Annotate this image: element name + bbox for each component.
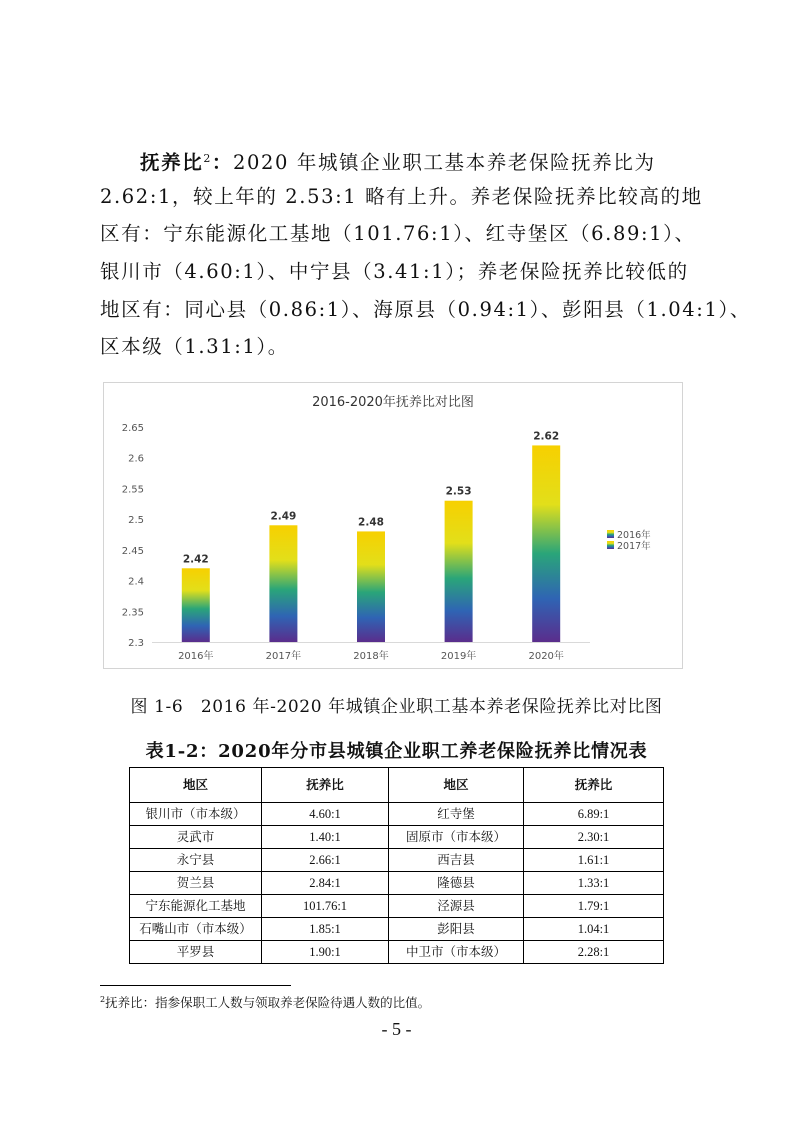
table-header-row: [130, 768, 664, 803]
cell-region: 石嘴山市（市本级）: [130, 918, 262, 941]
y-tick-label: 2.45: [121, 545, 144, 557]
term-colon: ：: [211, 151, 234, 174]
footnote-text: 抚养比：指参保职工人数与领取养老保险待遇人数的比值。: [105, 995, 431, 1010]
cell-ratio: 2.66:1: [262, 849, 389, 872]
data-label: 2.48: [358, 516, 384, 529]
cell-region: 红寺堡: [389, 803, 524, 826]
legend: [607, 529, 651, 552]
y-tick-label: 2.4: [128, 576, 144, 588]
cell-region: 贺兰县: [130, 872, 262, 895]
paragraph-line: 区本级（1.31:1）。: [100, 335, 289, 359]
term-label: 抚养比: [140, 151, 204, 174]
header-region: 地区: [389, 768, 524, 803]
cell-ratio: 2.30:1: [524, 826, 664, 849]
ratio-table: [129, 767, 664, 964]
cell-region: 中卫市（市本级）: [389, 941, 524, 964]
x-tick-label: 2017年: [265, 651, 302, 662]
y-tick-label: 2.35: [121, 607, 144, 619]
bar: [445, 501, 473, 642]
cell-ratio: 2.28:1: [524, 941, 664, 964]
page-number: - 5 -: [381, 1019, 412, 1039]
cell-region: 固原市（市本级）: [389, 826, 524, 849]
bar: [357, 531, 385, 642]
table-row: [130, 895, 664, 918]
y-tick-label: 2.5: [128, 515, 144, 527]
table-row: [130, 872, 664, 895]
table-row: [130, 941, 664, 964]
cell-ratio: 1.90:1: [262, 941, 389, 964]
cell-region: 隆德县: [389, 872, 524, 895]
body-paragraph: [100, 140, 751, 366]
header-region: 地区: [130, 768, 262, 803]
bar: [532, 445, 560, 642]
bars: [182, 430, 560, 642]
y-tick-label: 2.55: [121, 484, 144, 496]
cell-region: 彭阳县: [389, 918, 524, 941]
x-tick-label: 2020年: [528, 651, 564, 662]
x-tick-label: 2019年: [440, 651, 477, 662]
cell-ratio: 6.89:1: [524, 803, 664, 826]
paragraph-line: 地区有：同心县（0.86:1）、海原县（0.94:1）、彭阳县（1.04:1）、: [100, 297, 751, 321]
cell-ratio: 4.60:1: [262, 803, 389, 826]
cell-region: 平罗县: [130, 941, 262, 964]
cell-ratio: 1.61:1: [524, 849, 664, 872]
chart-canvas: [104, 383, 682, 668]
cell-ratio: 2.84:1: [262, 872, 389, 895]
cell-ratio: 1.85:1: [262, 918, 389, 941]
footnote-ref[interactable]: 2: [203, 152, 212, 165]
table-row: [130, 826, 664, 849]
legend-swatch: [607, 541, 614, 549]
data-label: 2.42: [182, 553, 209, 566]
bar: [182, 568, 210, 642]
footnote-mark: 2: [100, 995, 106, 1004]
table-row: [130, 803, 664, 826]
cell-ratio: 1.40:1: [262, 826, 389, 849]
footnote-divider: [100, 985, 291, 986]
cell-region: 永宁县: [130, 849, 262, 872]
bar-chart: [103, 382, 683, 669]
y-tick-label: 2.65: [121, 423, 144, 434]
paragraph-line: 区有：宁东能源化工基地（101.76:1）、红寺堡区（6.89:1）、: [100, 222, 696, 246]
figure-caption: 图 1-6 2016 年-2020 年城镇企业职工基本养老保险抚养比对比图: [130, 697, 663, 717]
paragraph-text: 2020 年城镇企业职工基本养老保险抚养比为: [233, 151, 656, 174]
data-label: 2.62: [533, 430, 560, 443]
cell-region: 泾源县: [389, 895, 524, 918]
paragraph-line: 银川市（4.60:1）、中宁县（3.41:1）；养老保险抚养比较低的: [100, 260, 689, 284]
cell-region: 灵武市: [130, 826, 262, 849]
table-row: [130, 918, 664, 941]
cell-ratio: 1.33:1: [524, 872, 664, 895]
header-ratio: 抚养比: [262, 768, 389, 803]
footnote: [100, 993, 430, 1011]
cell-ratio: 1.79:1: [524, 895, 664, 918]
x-axis: [178, 649, 564, 662]
legend-label: 2017年: [617, 541, 651, 552]
cell-region: 西吉县: [389, 849, 524, 872]
cell-region: 宁东能源化工基地: [130, 895, 262, 918]
y-tick-label: 2.6: [128, 453, 144, 465]
chart-title: 2016-2020年抚养比对比图: [312, 395, 474, 410]
table-title: 表1-2：2020年分市县城镇企业职工养老保险抚养比情况表: [145, 741, 648, 762]
legend-swatch: [607, 530, 614, 538]
paragraph-line: 2.62:1，较上年的 2.53:1 略有上升。养老保险抚养比较高的地: [100, 184, 703, 208]
x-tick-label: 2018年: [353, 651, 389, 662]
cell-ratio: 101.76:1: [262, 895, 389, 918]
y-tick-label: 2.3: [128, 638, 144, 649]
legend-label: 2016年: [617, 530, 651, 541]
header-ratio: 抚养比: [524, 768, 664, 803]
x-tick-label: 2016年: [178, 651, 214, 662]
paragraph-line: [100, 140, 696, 178]
cell-region: 银川市（市本级）: [130, 803, 262, 826]
cell-ratio: 1.04:1: [524, 918, 664, 941]
bar: [269, 525, 297, 642]
data-label: 2.53: [445, 485, 472, 498]
table-body: [130, 803, 664, 964]
data-label: 2.49: [270, 510, 297, 523]
table-row: [130, 849, 664, 872]
